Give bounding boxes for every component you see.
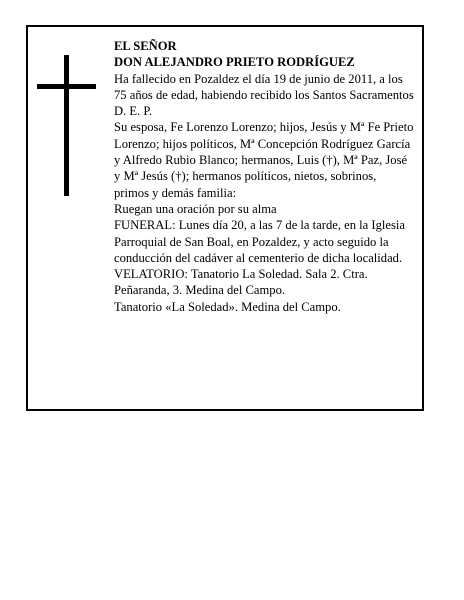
cross-icon-bar: [37, 84, 96, 89]
deceased-name: DON ALEJANDRO PRIETO RODRÍGUEZ: [114, 55, 355, 70]
funeral-home: Tanatorio «La Soledad». Medina del Campo.: [114, 299, 341, 314]
obituary-text: [114, 38, 414, 315]
cross-icon: [64, 55, 69, 196]
death-info: Ha fallecido en Pozaldez el día 19 de junio de 2011, a los 75 años de edad, habiendo recibido los Santos Sacramentos: [114, 71, 414, 102]
obituary-title: EL SEÑOR: [114, 39, 177, 53]
wake-info: VELATORIO: Tanatorio La Soledad. Sala 2. Ctra. Peñaranda, 3. Medina del Campo.: [114, 267, 368, 298]
funeral-info: FUNERAL: Lunes día 20, a las 7 de la tarde, en la Iglesia Parroquial de San Boal, en Pozaldez, y acto seguido la conducción del cadáver al cementerio de dicha localidad.: [114, 218, 405, 265]
dep-line: D. E. P.: [114, 104, 153, 119]
family-list: Su esposa, Fe Lorenzo Lorenzo; hijos, Jesús y Mª Fe Prieto Lorenzo; hijos políticos, Mª Concepción Rodríguez García y Alfredo Rubio Blanco; hermanos, Luis (†), Mª Paz, José y Mª Jesús (†); hermanos políticos, nietos, sobrinos, primos y demás familia:: [114, 120, 414, 200]
prayer-request: Ruegan una oración por su alma: [114, 201, 277, 216]
